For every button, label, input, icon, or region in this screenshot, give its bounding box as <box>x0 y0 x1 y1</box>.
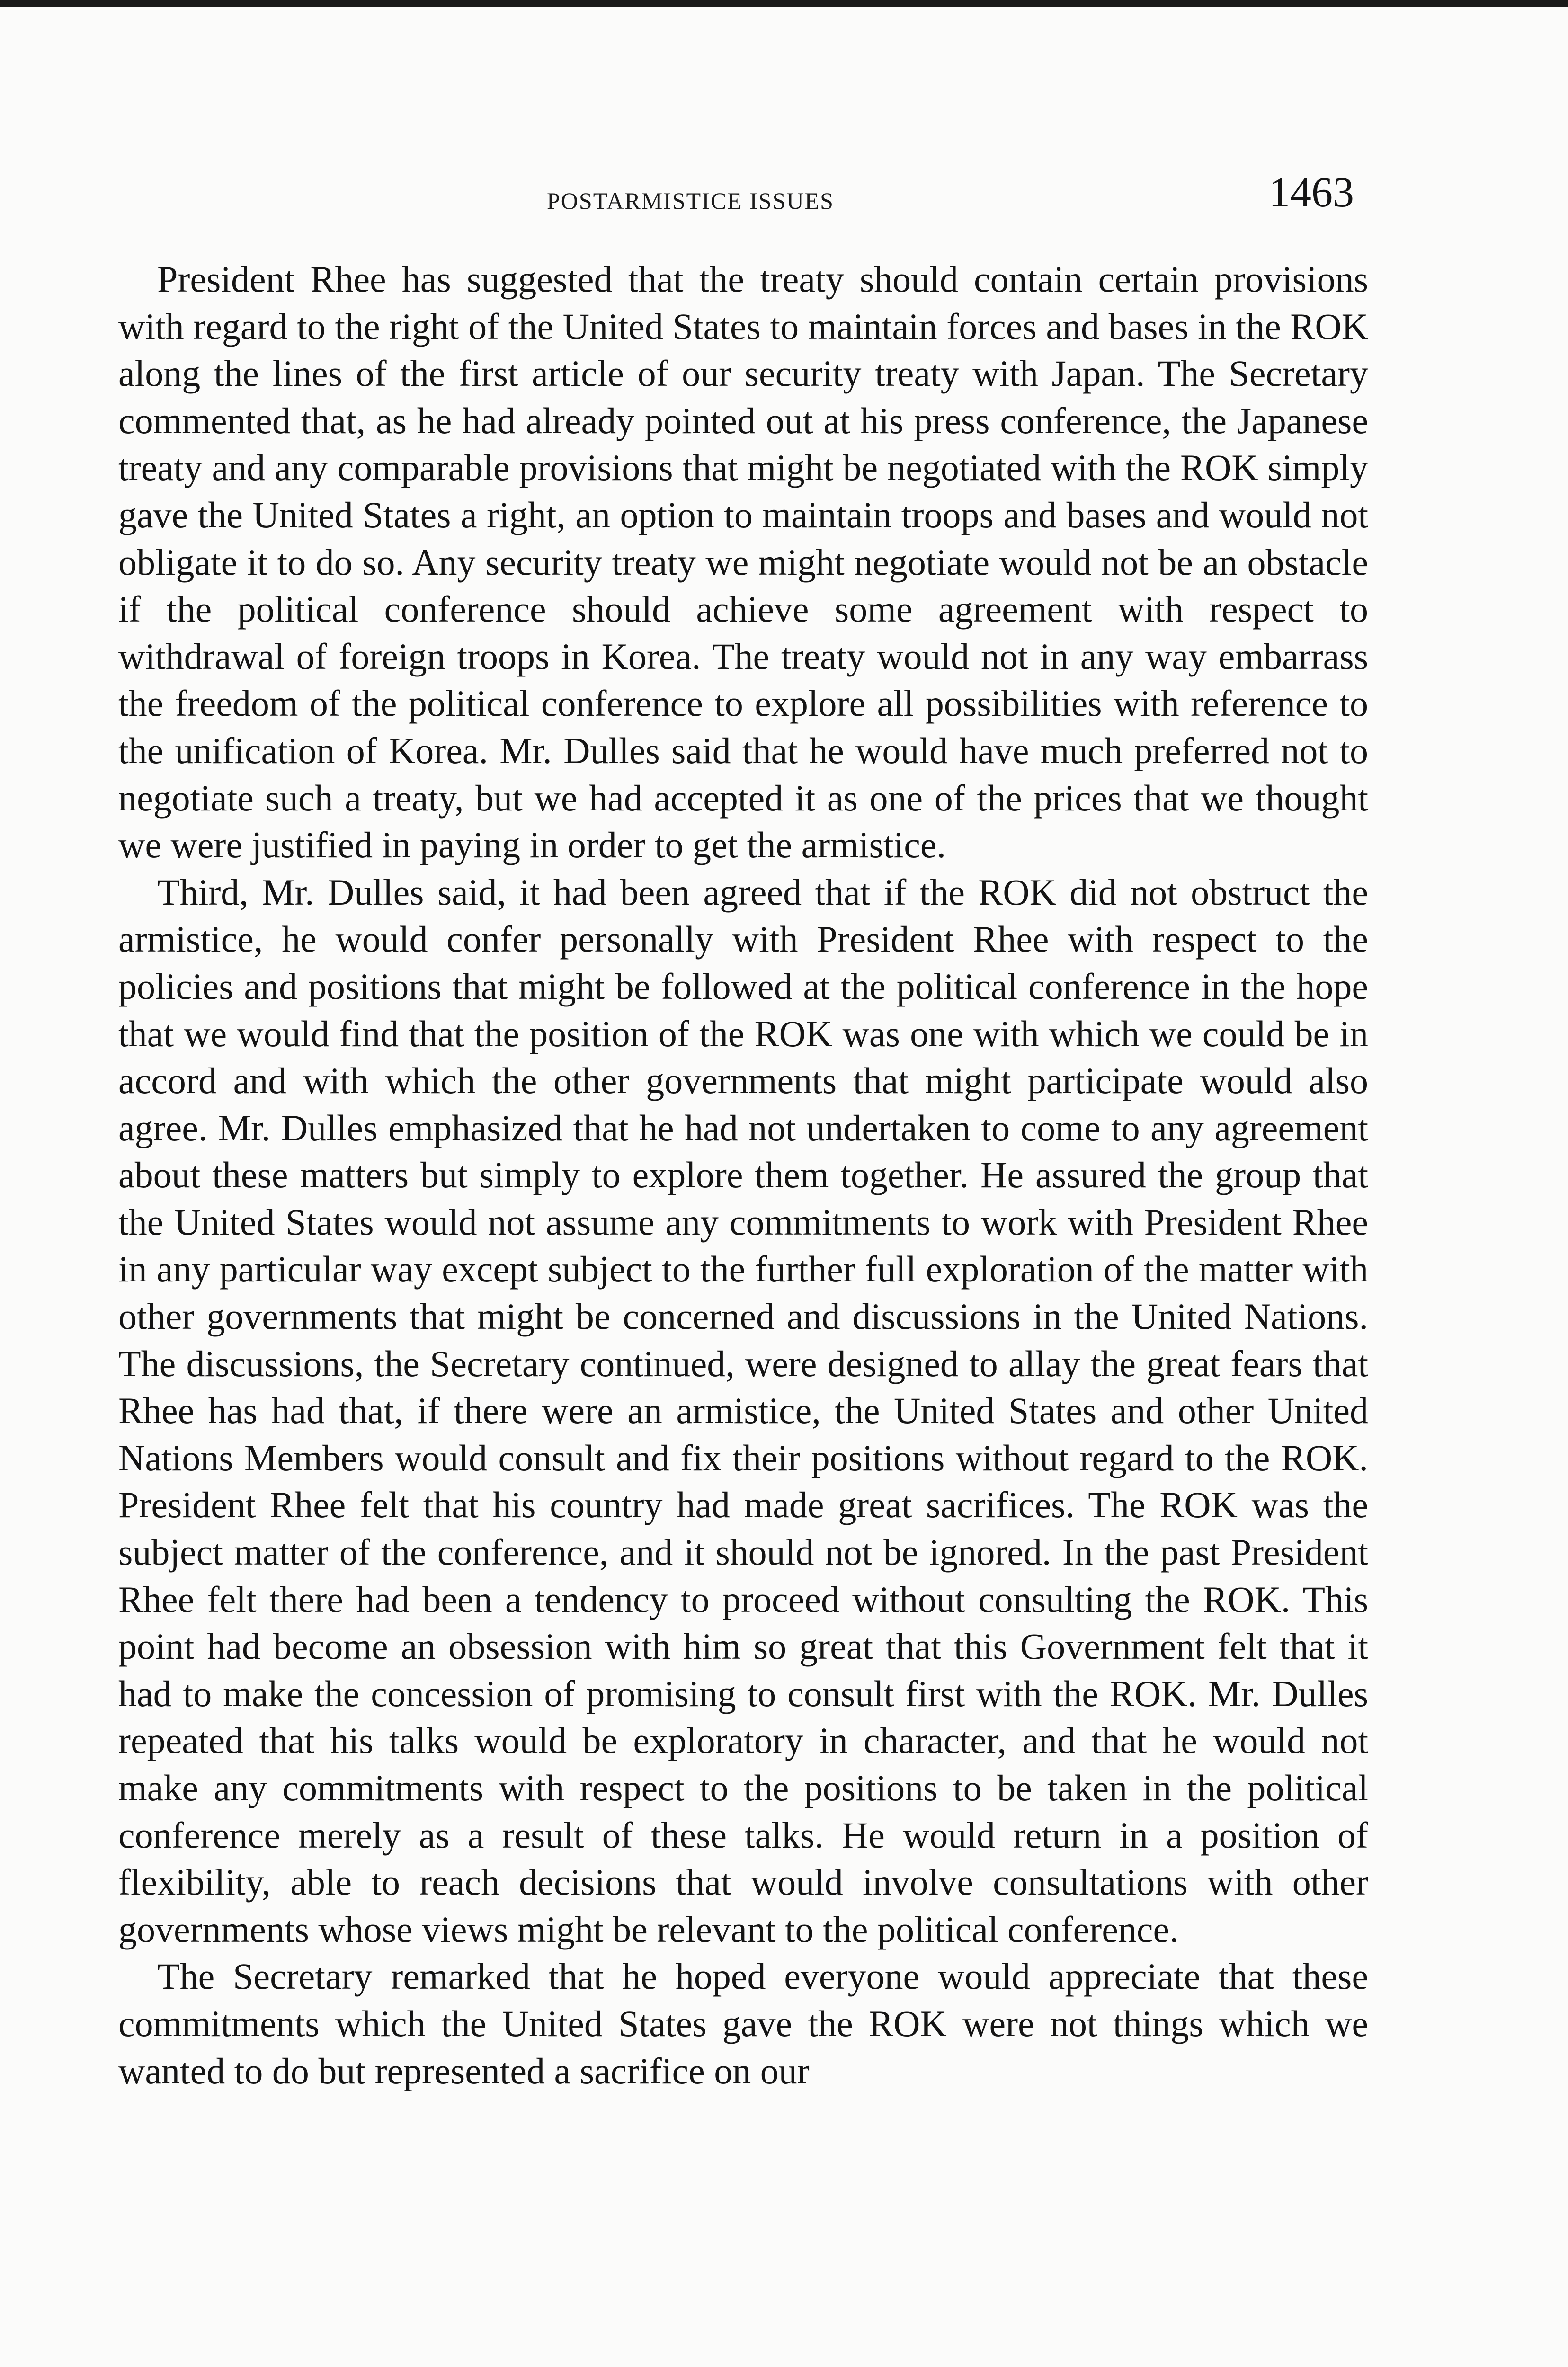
page-number: 1463 <box>1269 169 1354 216</box>
body-text <box>118 256 1368 2094</box>
paragraph-secretary-remark: The Secretary remarked that he hoped everyone would appreciate that these commitments which the United States gave the ROK were not things which we wanted to do but represented a sacrifice on our <box>118 1956 1368 2091</box>
running-head: POSTARMISTICE ISSUES <box>547 187 834 214</box>
paragraph-rhee-treaty-provisions: President Rhee has suggested that the treaty should contain certain provisions with regard to the right of the United States to maintain forces and bases in the ROK along the lines of the first article of our security treaty with Japan. The Secretary commented that, as he had already pointed out at his press conference, the Japanese treaty and any comparable provisions that might be negotiated with the ROK simply gave the United States a right, an option to maintain troops and bases and would not obligate it to do so. Any security treaty we might negotiate would not be an obstacle if the political conference should achieve some agreement with respect to withdrawal of foreign troops in Korea. The treaty would not in any way embarrass the freedom of the political conference to explore all possibilities with reference to the unification of Korea. Mr. Dulles said that he would have much preferred not to negotiate such a treaty, but we had accepted it as one of the prices that we thought we were justified in paying in order to get the armistice. <box>118 258 1368 866</box>
paragraph-dulles-consultation: Third, Mr. Dulles said, it had been agreed that if the ROK did not obstruct the armistice, he would confer personally with President Rhee with respect to the policies and positions that might be followed at the political conference in the hope that we would find that the position of the ROK was one with which we could be in accord and with which the other governments that might participate would also agree. Mr. Dulles emphasized that he had not undertaken to come to any agreement about these matters but simply to explore them together. He assured the group that the United States would not assume any commitments to work with President Rhee in any particular way except subject to the further full exploration of the matter with other governments that might be concerned and discussions in the United Nations. The discussions, the Secretary continued, were designed to allay the great fears that Rhee has had that, if there were an armistice, the United States and other United Nations Members would consult and fix their positions without regard to the ROK. President Rhee felt that his country had made great sacrifices. The ROK was the subject matter of the conference, and it should not be ignored. In the past President Rhee felt there had been a tendency to proceed without consulting the ROK. This point had become an obsession with him so great that this Government felt that it had to make the concession of promising to consult first with the ROK. Mr. Dulles repeated that his talks would be exploratory in character, and that he would not make any commitments with respect to the positions to be taken in the political conference merely as a result of these talks. He would return in a position of flexibility, able to reach decisions that would involve consultations with other governments whose views might be relevant to the political conference. <box>118 871 1368 1950</box>
top-border-rule <box>0 0 1568 7</box>
